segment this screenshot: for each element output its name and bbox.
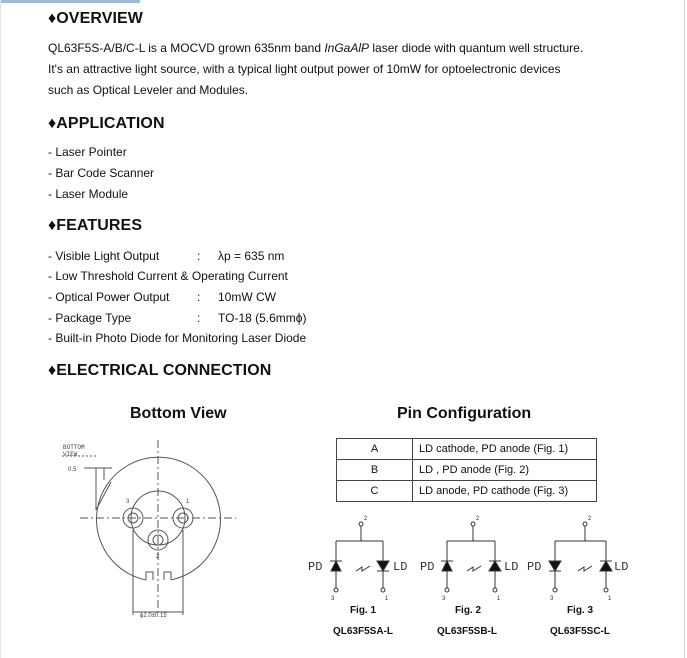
pin-number-2: 2 xyxy=(156,554,160,560)
application-item: - Laser Pointer xyxy=(48,145,127,159)
ld-diode xyxy=(377,561,389,571)
feature-item: - Built-in Photo Diode for Monitoring Laser Diode xyxy=(48,331,307,345)
desc-cell: LD cathode, PD anode (Fig. 1) xyxy=(413,439,597,460)
feature-value: TO-18 (5.6mmϕ) xyxy=(218,311,307,325)
electrical-title: ELECTRICAL CONNECTION xyxy=(56,362,272,379)
fig2-ld-label: LD xyxy=(504,560,519,574)
type-cell: A xyxy=(337,439,413,460)
fig1-caption: Fig. 1 xyxy=(349,605,377,616)
fig3-model: QL63F5SC-L xyxy=(549,626,610,637)
fig1-pin-top: 2 xyxy=(364,516,368,522)
overview-text: QL63F5S-A/B/C-L is a MOCVD grown 635nm band xyxy=(48,41,325,55)
application-item: - Laser Module xyxy=(48,187,129,201)
drawing-label-bottom: BOTTOM xyxy=(63,444,85,451)
fig3-caption: Fig. 3 xyxy=(566,605,594,616)
feature-item: - Low Threshold Current & Operating Current xyxy=(48,269,288,283)
fig2-pin-right: 1 xyxy=(497,596,501,602)
fig2-circuit xyxy=(441,522,501,592)
application-heading: ♦APPLICATION xyxy=(48,115,165,132)
bottom-view-title: Bottom View xyxy=(130,405,227,422)
fig2-model: QL63F5SB-L xyxy=(436,626,497,637)
overview-text: It's an attractive light source, with a typical light output power of 10mW for optoelectronic devices xyxy=(48,62,561,76)
fig1-pin-left: 3 xyxy=(331,596,335,602)
fig2-pin-top: 2 xyxy=(476,516,480,522)
fig3-ld-label: LD xyxy=(614,560,629,574)
type-cell: C xyxy=(337,481,413,502)
fig3-pin-top: 2 xyxy=(588,516,592,522)
fig3-pin-right: 1 xyxy=(608,596,612,602)
overview-text: laser diode with quantum well structure. xyxy=(369,41,584,55)
pin-config-title: Pin Configuration xyxy=(397,405,532,422)
desc-cell: LD anode, PD cathode (Fig. 3) xyxy=(413,481,597,502)
feature-item: - Optical Power Output xyxy=(48,290,170,304)
type-cell: B xyxy=(337,460,413,481)
electrical-heading: ♦ELECTRICAL CONNECTION xyxy=(48,362,272,379)
overview-heading: ♦OVERVIEW xyxy=(48,10,144,27)
fig1-pin-right: 1 xyxy=(385,596,389,602)
overview-text: such as Optical Leveler and Modules. xyxy=(48,83,249,97)
features-heading: ♦FEATURES xyxy=(48,217,143,234)
feature-value: λp = 635 nm xyxy=(218,249,285,263)
pin-number-3: 3 xyxy=(126,499,130,505)
fig1-model: QL63F5SA-L xyxy=(332,626,393,637)
dim-pcd: ϕ2.0±0.15 xyxy=(140,613,167,619)
desc-cell: LD , PD anode (Fig. 2) xyxy=(413,460,597,481)
overview-title: OVERVIEW xyxy=(56,10,144,27)
feature-item: - Package Type xyxy=(48,311,132,325)
fig2-caption: Fig. 2 xyxy=(454,605,482,616)
fig1-circuit xyxy=(330,522,389,592)
overview-material: InGaAlP xyxy=(324,41,370,55)
dim-small: 0.5 xyxy=(68,467,77,473)
fig2-pd-label: PD xyxy=(420,560,435,574)
application-item: - Bar Code Scanner xyxy=(48,166,155,180)
fig3-circuit xyxy=(549,522,612,592)
drawing-label-view: VIEW xyxy=(63,451,78,458)
pin-number-1: 1 xyxy=(186,499,190,505)
feature-sep: : xyxy=(197,290,201,304)
application-title: APPLICATION xyxy=(56,115,165,132)
fig2-pin-left: 3 xyxy=(442,596,446,602)
features-title: FEATURES xyxy=(56,217,143,234)
fig3-pin-left: 3 xyxy=(550,596,554,602)
fig3-pd-label: PD xyxy=(527,560,542,574)
pd-diode xyxy=(331,561,341,571)
fig1-ld-label: LD xyxy=(393,560,408,574)
feature-sep: : xyxy=(197,249,201,263)
feature-item: - Visible Light Output xyxy=(48,249,160,263)
feature-sep: : xyxy=(197,311,201,325)
feature-value: 10mW CW xyxy=(218,290,276,304)
fig1-pd-label: PD xyxy=(308,560,323,574)
